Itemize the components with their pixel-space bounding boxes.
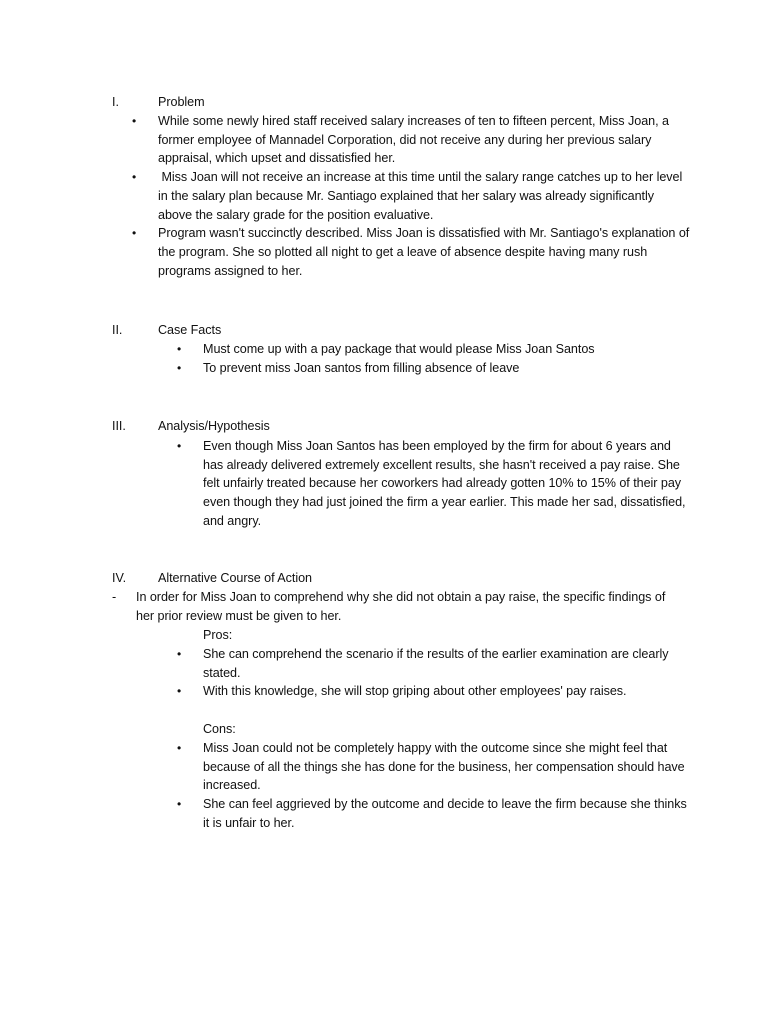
list-item bbox=[132, 112, 690, 168]
list-item bbox=[177, 359, 690, 378]
problem-bullet-list bbox=[132, 112, 690, 280]
list-item-text: She can comprehend the scenario if the results of the earlier examination are clearly stated. bbox=[203, 647, 669, 680]
list-item-text: Even though Miss Joan Santos has been employed by the firm for about 6 years and has already delivered extremely excellent results, she hasn't received a pay raise. She felt unfairly treated because her coworkers had already gotten 10% to 15% of their pay even though they had just joined the firm a year earlier. This made her sad, dissatisfied, and angry. bbox=[203, 439, 686, 528]
section-number: II. bbox=[112, 323, 123, 337]
bullet-icon: • bbox=[132, 170, 137, 185]
list-item-text: Program wasn't succinctly described. Miss Joan is dissatisfied with Mr. Santiago's explanation of the program. She so plotted all night to get a leave of absence despite having many rush programs assigned to her. bbox=[158, 226, 690, 278]
cons-label: Cons: bbox=[203, 722, 236, 736]
analysis-bullet-list bbox=[177, 437, 690, 531]
bullet-icon: • bbox=[177, 360, 182, 375]
section-heading-problem bbox=[112, 93, 712, 112]
bullet-icon: • bbox=[177, 797, 182, 812]
pros-bullet-list bbox=[177, 645, 690, 701]
list-item bbox=[132, 168, 690, 224]
bullet-icon: • bbox=[177, 741, 182, 755]
list-item-text: She can feel aggrieved by the outcome and decide to leave the firm because she thinks it is unfair to her. bbox=[203, 797, 687, 830]
section-title: Problem bbox=[158, 95, 205, 109]
bullet-icon: • bbox=[177, 684, 182, 699]
list-item bbox=[177, 437, 690, 531]
section-heading-analysis bbox=[112, 417, 712, 436]
bullet-icon: • bbox=[132, 226, 137, 241]
section-title: Analysis/Hypothesis bbox=[158, 419, 270, 433]
list-item bbox=[177, 340, 690, 359]
section-heading-case-facts bbox=[112, 321, 712, 340]
list-item-text: To prevent miss Joan santos from filling absence of leave bbox=[203, 360, 520, 375]
case-facts-bullet-list bbox=[177, 340, 690, 377]
bullet-icon: • bbox=[177, 342, 182, 356]
list-item-text: With this knowledge, she will stop griping about other employees' pay raises. bbox=[203, 684, 627, 699]
section-number: III. bbox=[112, 419, 126, 433]
list-item bbox=[132, 224, 690, 280]
bullet-icon: • bbox=[177, 439, 182, 453]
alternative-paragraph bbox=[112, 588, 684, 625]
list-item bbox=[177, 739, 690, 795]
section-heading-alternative bbox=[112, 569, 712, 588]
list-item bbox=[177, 795, 690, 832]
bullet-icon: • bbox=[177, 647, 182, 661]
bullet-icon: • bbox=[132, 114, 137, 128]
list-item bbox=[177, 645, 690, 682]
dash-marker: - bbox=[112, 590, 117, 604]
section-title: Alternative Course of Action bbox=[158, 571, 313, 585]
list-item-text: Miss Joan will not receive an increase at this time until the salary range catches up to her level in the salary plan because Mr. Santiago explained that her salary was already significantly above the salary grade for the position evaluative. bbox=[158, 170, 686, 222]
section-number: I. bbox=[112, 95, 119, 109]
paragraph-text: In order for Miss Joan to comprehend why she did not obtain a pay raise, the specific findings of her prior review must be given to her. bbox=[136, 590, 666, 623]
pros-label: Pros: bbox=[203, 628, 233, 642]
section-number: IV. bbox=[112, 571, 127, 585]
list-item-text: Must come up with a pay package that would please Miss Joan Santos bbox=[203, 342, 595, 356]
section-title: Case Facts bbox=[158, 323, 222, 337]
cons-bullet-list bbox=[177, 739, 690, 833]
list-item-text: While some newly hired staff received salary increases of ten to fifteen percent, Miss Joan, a former employee of Mannadel Corporation, did not receive any during her previous salary appraisal, which upset and dissatisfied her. bbox=[158, 114, 669, 166]
list-item-text: Miss Joan could not be completely happy with the outcome since she might feel that because of all the things she has done for the business, her compensation should have increased. bbox=[203, 741, 685, 793]
list-item bbox=[177, 682, 690, 701]
